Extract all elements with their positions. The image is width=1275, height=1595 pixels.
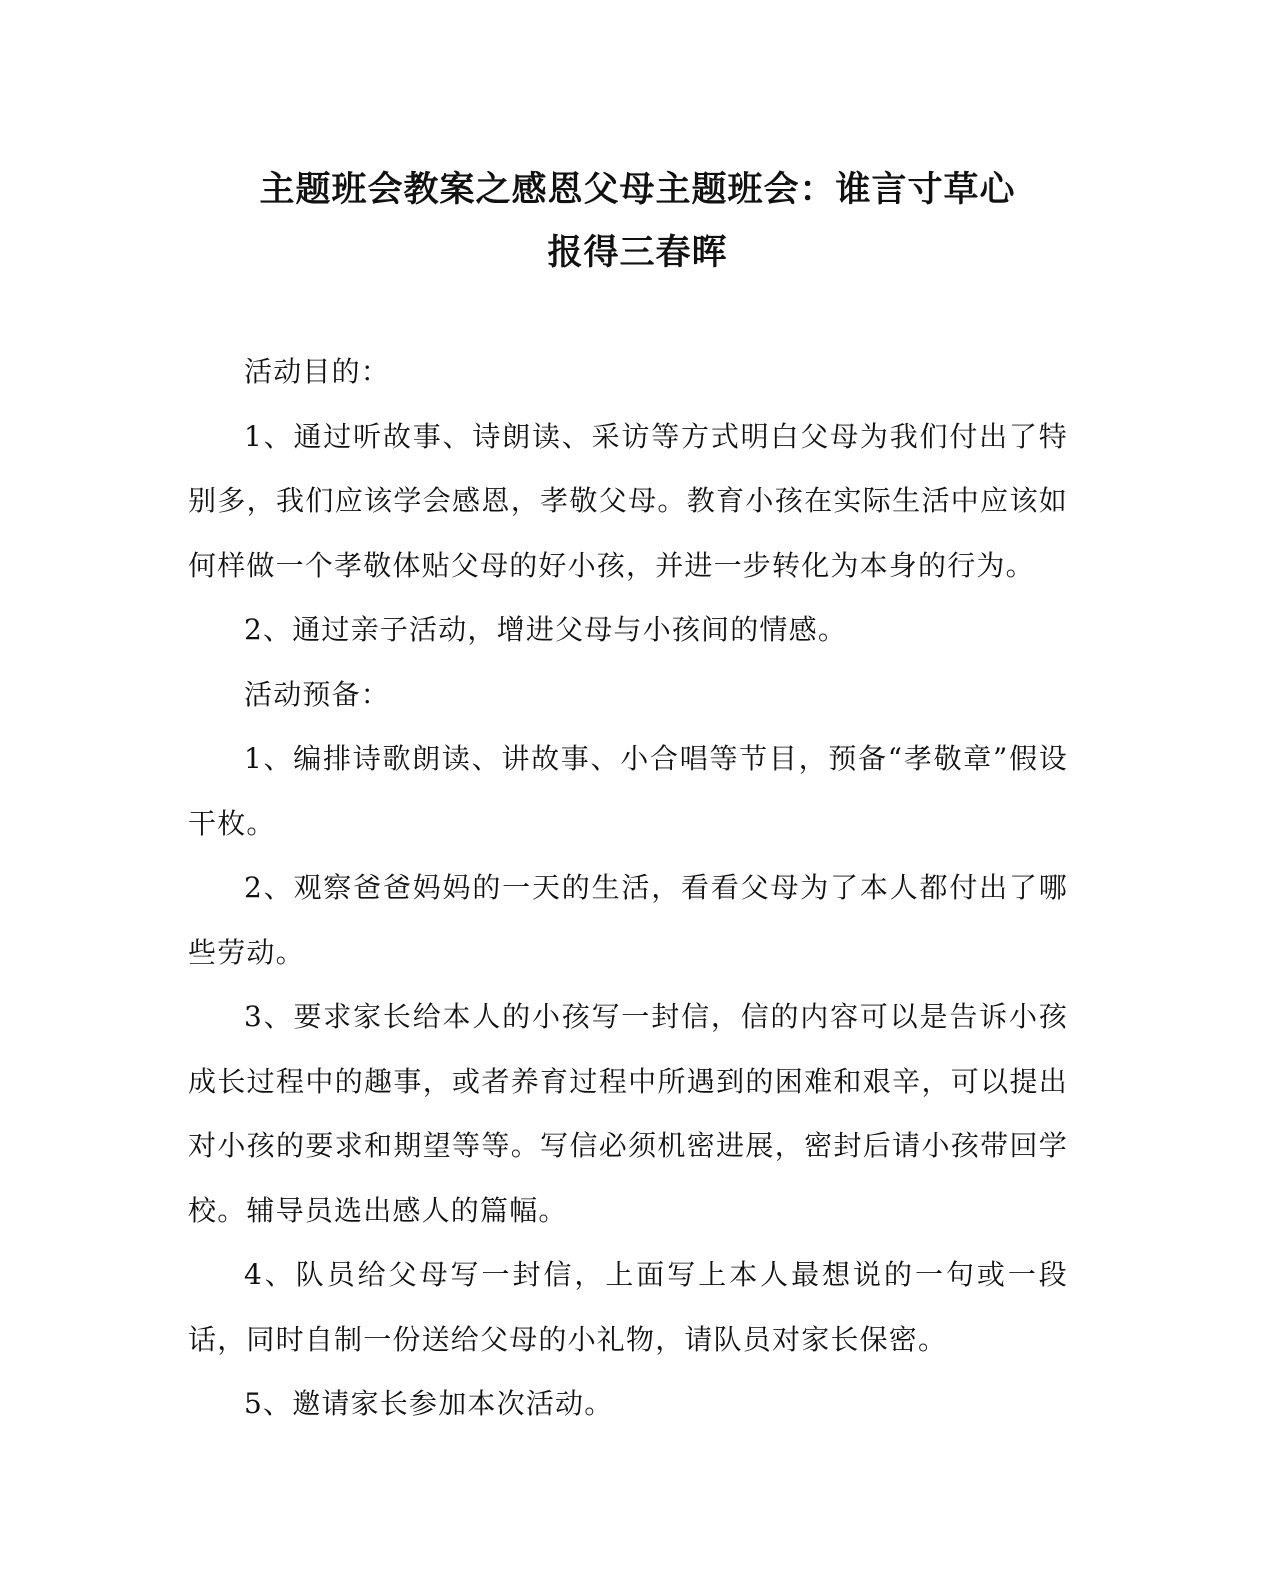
document-body (188, 340, 1068, 1437)
document-title-line-1: 主题班会教案之感恩父母主题班会：谁言寸草心 (259, 169, 1016, 210)
paragraph-preparation-4: 4、队员给父母写一封信，上面写上本人最想说的一句或一段话，同时自制一份送给父母的小礼物，请队员对家长保密。 (188, 1258, 1068, 1356)
paragraph-purpose-2: 2、通过亲子活动，增进父母与小孩间的情感。 (244, 613, 848, 646)
paragraph-purpose-1: 1、通过听故事、诗朗读、采访等方式明白父母为我们付出了特别多，我们应该学会感恩，孝敬父母。教育小孩在实际生活中应该如何样做一个孝敬体贴父母的好小孩，并进一步转化为本身的行为。 (188, 419, 1068, 582)
paragraph-preparation-1: 1、编排诗歌朗读、讲故事、小合唱等节目，预备“孝敬章”假设干枚。 (188, 742, 1068, 840)
document-title-line-2: 报得三春晖 (547, 232, 728, 273)
section-heading-purpose: 活动目的： (244, 355, 391, 388)
paragraph-preparation-3: 3、要求家长给本人的小孩写一封信，信的内容可以是告诉小孩成长过程中的趣事，或者养育过程中所遇到的困难和艰辛，可以提出对小孩的要求和期望等等。写信必须机密进展，密封后请小孩带回学校。辅导员选出感人的篇幅。 (188, 1000, 1068, 1227)
paragraph-preparation-5: 5、邀请家长参加本次活动。 (244, 1387, 614, 1420)
section-heading-preparation: 活动预备： (244, 677, 391, 711)
paragraph-preparation-2: 2、观察爸爸妈妈的一天的生活，看看父母为了本人都付出了哪些劳动。 (188, 871, 1068, 969)
